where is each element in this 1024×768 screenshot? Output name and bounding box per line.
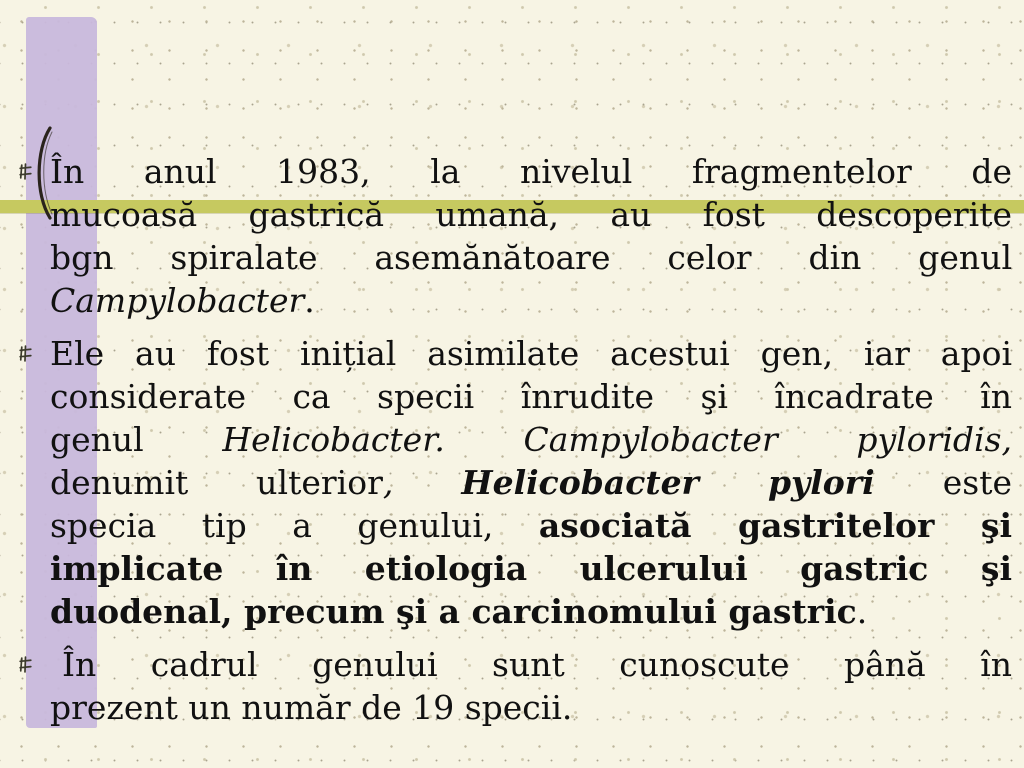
text-segment: considerate ca specii înrudite şi încadrate în bbox=[50, 377, 1012, 416]
text-segment: genul bbox=[50, 420, 223, 459]
bullet-item bbox=[50, 643, 1012, 729]
text-segment: prezent un număr de 19 specii. bbox=[50, 688, 573, 727]
emphasis-bold: asociată gastritelor şi bbox=[538, 506, 1012, 545]
bullet-list bbox=[50, 150, 1012, 729]
bullet-line bbox=[50, 375, 1012, 418]
text-segment: Ele au fost inițial asimilate acestui gen, iar apoi bbox=[50, 334, 1012, 373]
emphasis-bold: duodenal, precum şi a carcinomului gastric bbox=[50, 592, 857, 631]
genus-name-italic: Helicobacter. Campylobacter pyloridis, bbox=[222, 420, 1012, 459]
bullet-line bbox=[50, 193, 1012, 236]
genus-name-italic: Campylobacter bbox=[50, 281, 305, 320]
bullet-item bbox=[50, 332, 1012, 633]
text-segment: bgn spiralate asemănătoare celor din genul bbox=[50, 238, 1012, 277]
text-segment: În cadrul genului sunt cunoscute până în bbox=[62, 645, 1012, 684]
text-segment: mucoasă gastrică umană, au fost descoperite bbox=[50, 195, 1012, 234]
bullet-icon bbox=[17, 656, 34, 673]
bullet-line bbox=[50, 686, 1012, 729]
bullet-line bbox=[50, 332, 1012, 375]
text-segment: este bbox=[874, 463, 1013, 502]
text-segment: specia tip a genului, bbox=[50, 506, 539, 545]
bullet-icon bbox=[17, 163, 34, 180]
text-segment: . bbox=[304, 281, 315, 320]
text-segment: . bbox=[856, 592, 868, 631]
text-segment: În anul 1983, la nivelul fragmentelor de bbox=[50, 152, 1012, 191]
bullet-line bbox=[50, 590, 1012, 633]
text-segment: denumit ulterior bbox=[50, 463, 383, 502]
bullet-line bbox=[50, 418, 1012, 461]
bullet-icon bbox=[17, 345, 34, 362]
bullet-line bbox=[50, 461, 1012, 504]
bullet-line bbox=[50, 236, 1012, 279]
emphasis-bold: implicate în etiologia ulcerului gastric şi bbox=[50, 549, 1012, 588]
bullet-line bbox=[50, 279, 1012, 322]
bullet-line bbox=[50, 547, 1012, 590]
bullet-line bbox=[50, 504, 1012, 547]
bullet-item bbox=[50, 150, 1012, 322]
bullet-line bbox=[50, 150, 1012, 193]
text-segment: , bbox=[382, 463, 462, 502]
species-name-bold-italic: Helicobacter pylori bbox=[461, 463, 875, 502]
bullet-line bbox=[50, 643, 1012, 686]
